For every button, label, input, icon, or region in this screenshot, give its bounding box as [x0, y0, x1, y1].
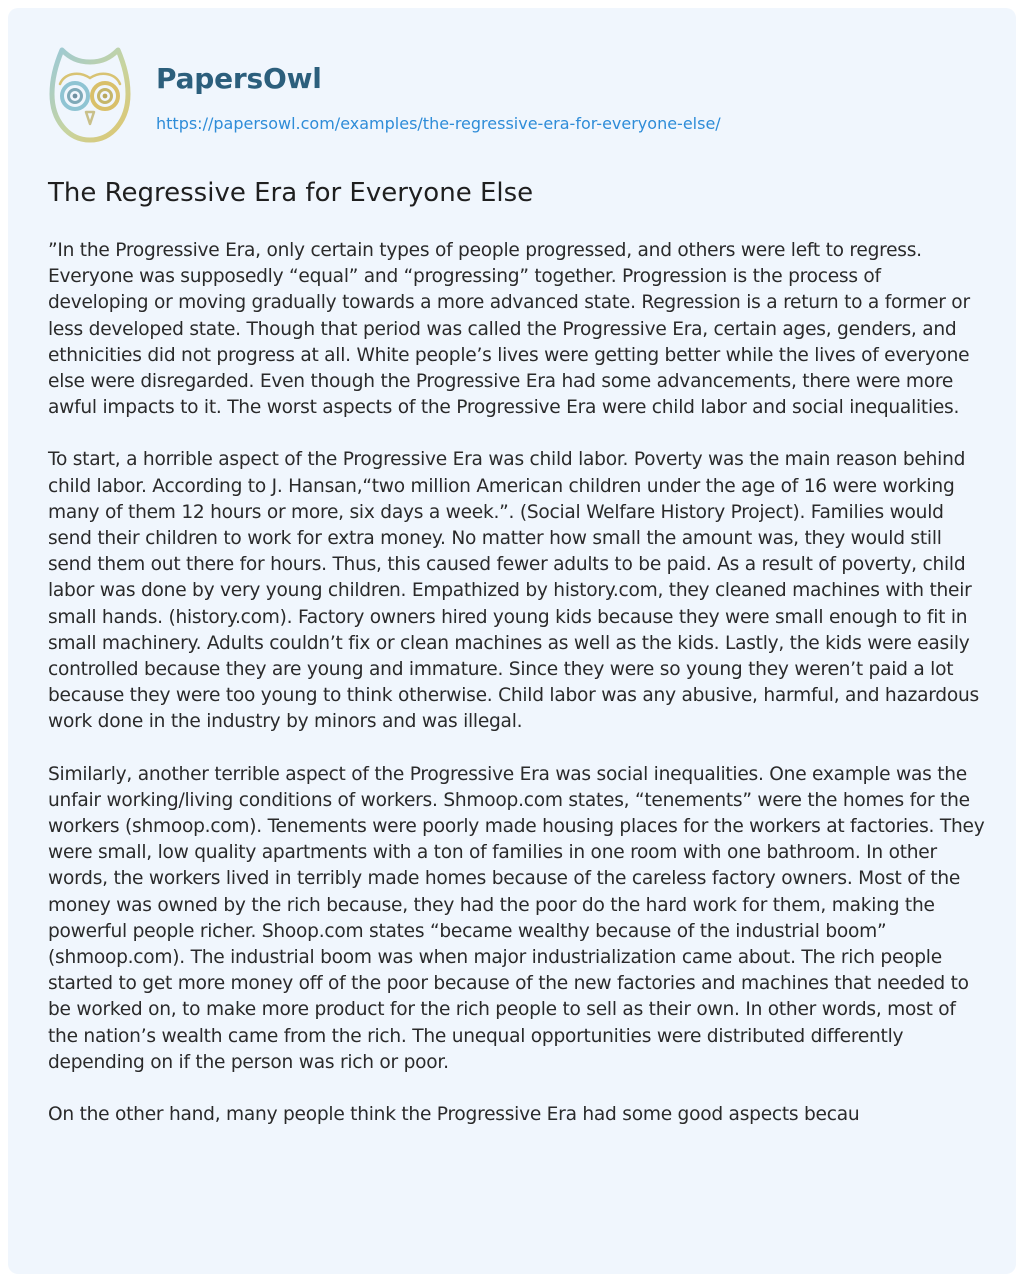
article-body [48, 238, 986, 1154]
paragraph-truncated: On the other hand, many people think the Progressive Era had some good aspects becau [48, 1104, 860, 1126]
page-title: The Regressive Era for Everyone Else [48, 178, 534, 208]
owl-logo-icon [48, 44, 132, 144]
paragraph-social-inequalities: Similarly, another terrible aspect of the Progressive Era was social inequalities. One example was the unfair working/living conditions of workers. Shmoop.com states, “tenements” were the homes for the workers (shmoop.com). Tenements were poorly made housing places for the workers at factories. They were small, low quality apartments with a ton of families in one room with one bathroom. In other words, the workers lived in terribly made homes because of the careless factory owners. Most of the money was owned by the rich because, they had the poor do the hard work for them, making the powerful people richer. Shoop.com states “became wealthy because of the industrial boom” (shmoop.com). The industrial boom was when major industrialization came about. The rich people started to get more money off of the poor because of the new factories and machines that needed to be worked on, to make more product for the rich people to sell as their own. In other words, most of the nation’s wealth came from the rich. The unequal opportunities were distributed differently depending on if the person was rich or poor. [48, 763, 985, 1073]
document-card [8, 8, 1016, 1274]
source-url-link[interactable]: https://papersowl.com/examples/the-regressive-era-for-everyone-else/ [156, 114, 721, 133]
paragraph-intro: ”In the Progressive Era, only certain types of people progressed, and others were left to regress. Everyone was supposedly “equal” and “progressing” together. Progression is the process of developing or moving gradually towards a more advanced state. Regression is a return to a former or less developed state. Though that period was called the Progressive Era, certain ages, genders, and ethnicities did not progress at all. White people’s lives were getting better while the lives of everyone else were disregarded. Even though the Progressive Era had some advancements, there were more awful impacts to it. The worst aspects of the Progressive Era were child labor and social inequalities. [48, 240, 970, 419]
paragraph-child-labor: To start, a horrible aspect of the Progressive Era was child labor. Poverty was the main reason behind child labor. According to J. Hansan,“two million American children under the age of 16 were working many of them 12 hours or more, six days a week.”. (Social Welfare History Project). Families would send their children to work for extra money. No matter how small the amount was, they would still send them out there for hours. Thus, this caused fewer adults to be paid. As a result of poverty, child labor was done by very young children. Empathized by history.com, they cleaned machines with their small hands. (history.com). Factory owners hired young kids because they were small enough to fit in small machinery. Adults couldn’t fix or clean machines as well as the kids. Lastly, the kids were easily controlled because they are young and immature. Since they were so young they weren’t paid a lot because they were too young to think otherwise. Child labor was any abusive, harmful, and hazardous work done in the industry by minors and was illegal. [48, 449, 979, 733]
brand-name[interactable]: PapersOwl [156, 62, 322, 95]
